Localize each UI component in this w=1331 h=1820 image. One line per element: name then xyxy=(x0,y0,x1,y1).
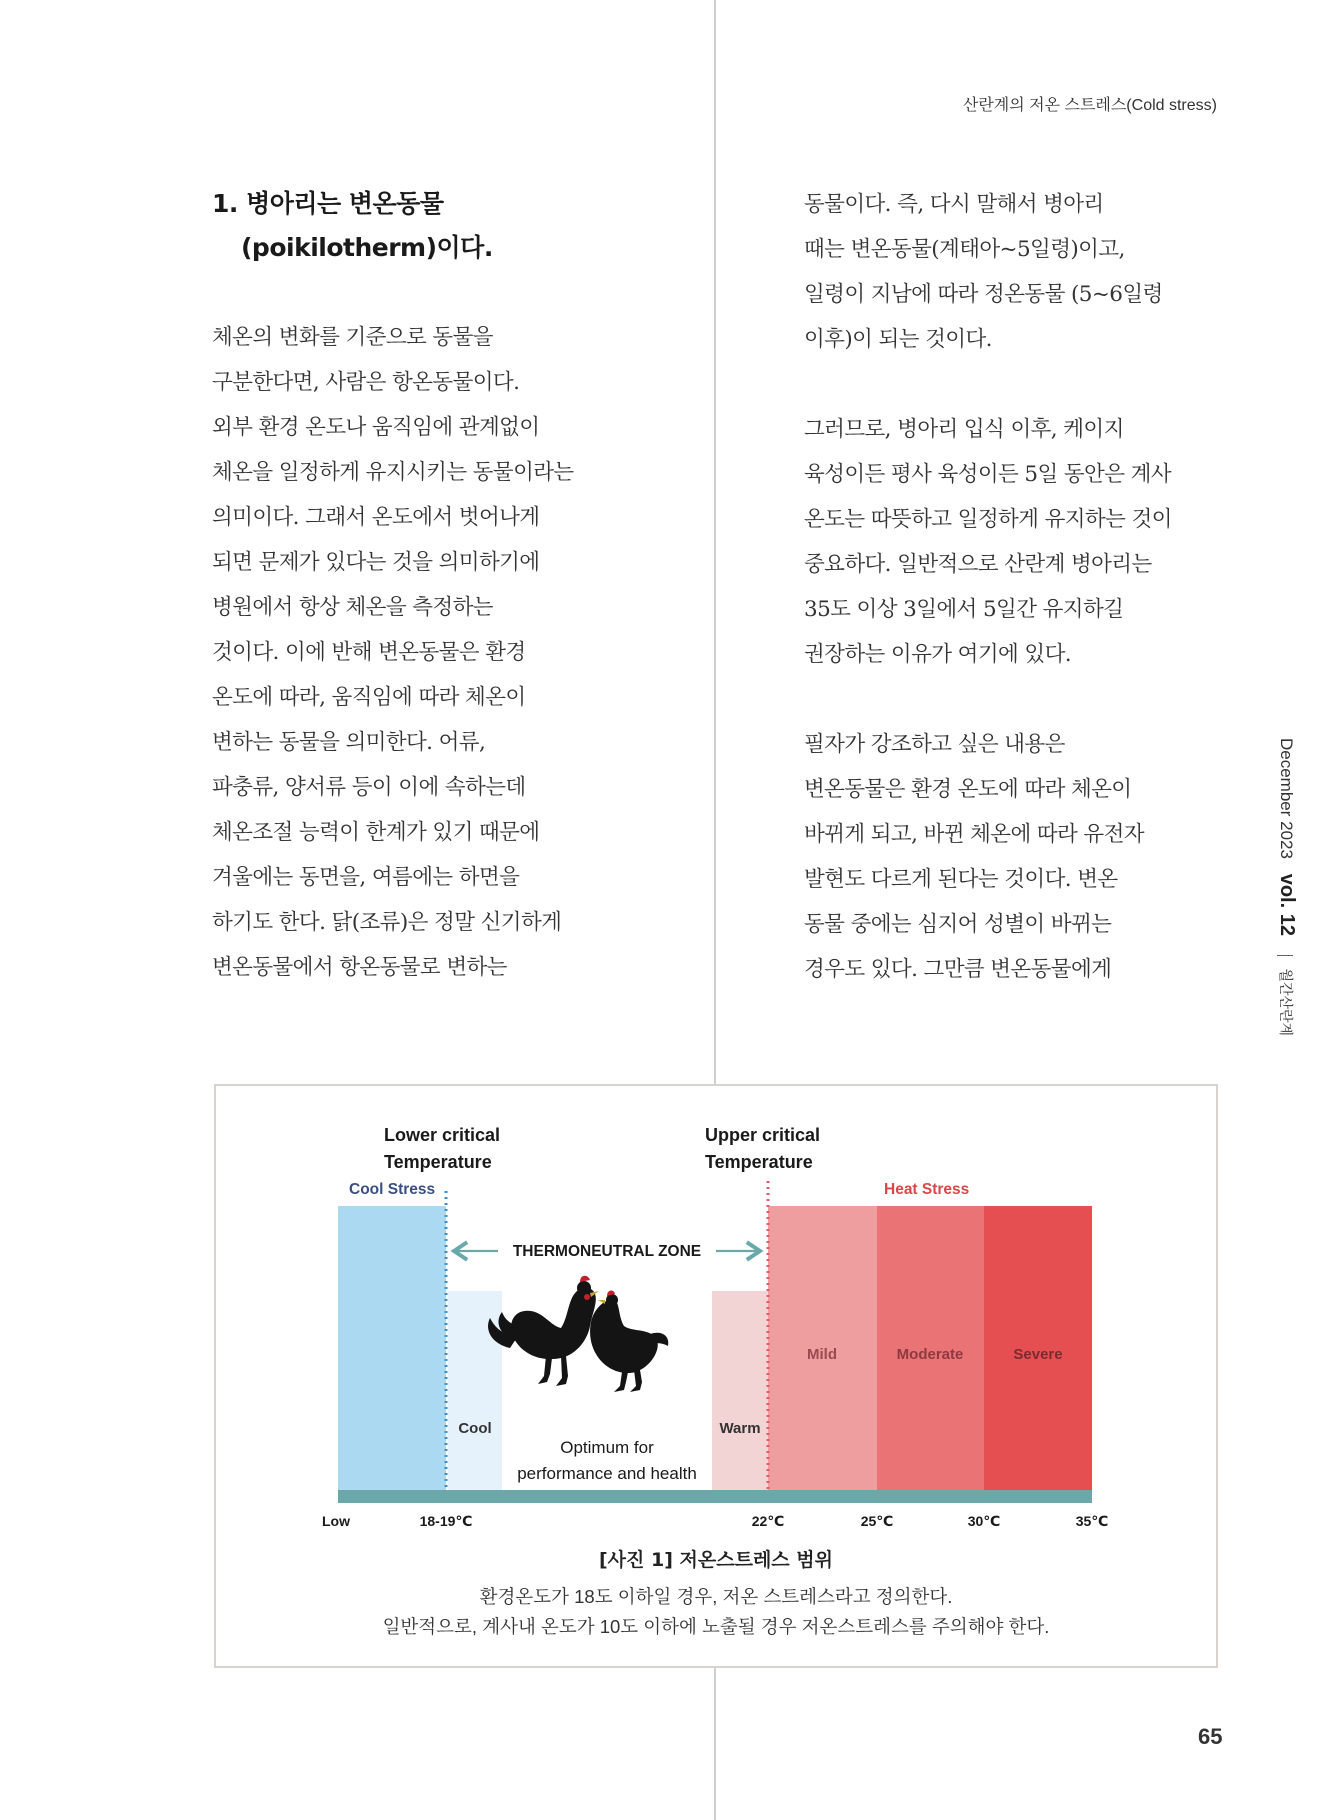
mild-label: Mild xyxy=(807,1346,837,1363)
text-line: 변하는 동물을 의미한다. 어류, xyxy=(212,730,486,755)
text-line: 외부 환경 온도나 움직임에 관계없이 xyxy=(212,415,540,440)
text-line: 필자가 강조하고 싶은 내용은 xyxy=(804,732,1065,757)
text-line: 병원에서 항상 체온을 측정하는 xyxy=(212,595,493,620)
body-paragraph xyxy=(212,315,652,990)
text-line: 파충류, 양서류 등이 이에 속하는데 xyxy=(212,775,526,800)
axis-tick-label: 25℃ xyxy=(860,1513,894,1529)
axis-tick-label: 35℃ xyxy=(1075,1513,1109,1529)
upper-critical-label: Temperature xyxy=(705,1152,813,1172)
text-line: 변온동물에서 항온동물로 변하는 xyxy=(212,955,507,980)
warm-label: Warm xyxy=(719,1420,761,1437)
issue-date: December 2023 xyxy=(1277,738,1296,859)
thermoneutral-zone-label: THERMONEUTRAL ZONE xyxy=(512,1243,702,1260)
text-line: 되면 문제가 있다는 것을 의미하기에 xyxy=(212,550,540,575)
upper-critical-label: Upper critical xyxy=(705,1125,821,1145)
lower-critical-label: Temperature xyxy=(384,1152,492,1172)
text-line: 체온을 일정하게 유지시키는 동물이라는 xyxy=(212,460,574,485)
moderate-label: Moderate xyxy=(896,1346,964,1363)
figure-caption xyxy=(216,1546,1216,1642)
text-line: 체온조절 능력이 한계가 있기 때문에 xyxy=(212,820,540,845)
text-line: 동물 중에는 심지어 성별이 바뀌는 xyxy=(804,912,1112,937)
issue-side-tab xyxy=(1272,738,1302,1037)
running-header: 산란계의 저온 스트레스(Cold stress) xyxy=(962,97,1217,114)
text-line: 그러므로, 병아리 입식 이후, 케이지 xyxy=(804,417,1124,442)
optimum-label: performance and health xyxy=(517,1464,697,1483)
text-line: 온도에 따라, 움직임에 따라 체온이 xyxy=(212,685,526,710)
text-line: 중요하다. 일반적으로 산란계 병아리는 xyxy=(804,552,1152,577)
magazine-name: 월간산란계 xyxy=(1278,968,1294,1037)
text-line: 온도는 따뜻하고 일정하게 유지하는 것이 xyxy=(804,507,1172,532)
text-line: 경우도 있다. 그만큼 변온동물에게 xyxy=(804,957,1112,982)
text-line: 육성이든 평사 육성이든 5일 동안은 계사 xyxy=(804,462,1171,487)
right-column xyxy=(804,182,1244,992)
text-line: 35도 이상 3일에서 5일간 유지하길 xyxy=(804,597,1124,622)
figure-thermoneutral-zone xyxy=(214,1084,1218,1668)
text-line: 하기도 한다. 닭(조류)은 정말 신기하게 xyxy=(212,910,562,935)
lower-critical-label: Lower critical xyxy=(384,1125,501,1145)
severe-label: Severe xyxy=(1013,1346,1063,1363)
text-line: 바뀌게 되고, 바뀐 체온에 따라 유전자 xyxy=(804,822,1144,847)
page-number: 65 xyxy=(1198,1724,1223,1749)
text-line: 이후)이 되는 것이다. xyxy=(804,327,992,352)
text-line: 권장하는 이유가 여기에 있다. xyxy=(804,642,1071,667)
text-line: 체온의 변화를 기준으로 동물을 xyxy=(212,325,493,350)
optimum-label: Optimum for xyxy=(560,1438,654,1457)
text-line: 일령이 지남에 따라 정온동물 (5~6일령 xyxy=(804,282,1163,307)
body-paragraph xyxy=(804,407,1244,677)
body-paragraph xyxy=(804,182,1244,362)
warm-zone xyxy=(712,1291,768,1491)
issue-volume: vol. 12 xyxy=(1276,873,1298,936)
text-line: 것이다. 이에 반해 변온동물은 환경 xyxy=(212,640,526,665)
hen-icon xyxy=(590,1290,668,1392)
text-line: 발현도 다르게 된다는 것이다. 변온 xyxy=(804,867,1118,892)
cool-stress-zone xyxy=(338,1206,446,1491)
axis-tick-label: 30℃ xyxy=(967,1513,1001,1529)
axis-tick-label: 22℃ xyxy=(751,1513,785,1529)
text-line: 겨울에는 동면을, 여름에는 하면을 xyxy=(212,865,520,890)
caption-line: 환경온도가 18도 이하일 경우, 저온 스트레스라고 정의한다. xyxy=(479,1586,953,1607)
body-paragraph xyxy=(804,722,1244,992)
temperature-baseline xyxy=(338,1490,1092,1503)
heat-stress-label: Heat Stress xyxy=(884,1181,970,1198)
section-heading xyxy=(212,182,652,270)
left-column xyxy=(212,182,652,990)
text-line: 의미이다. 그래서 온도에서 벗어나게 xyxy=(212,505,540,530)
heading-line-2: (poikilotherm)이다. xyxy=(241,233,493,262)
divider xyxy=(1277,955,1293,956)
text-line: 때는 변온동물(계태아~5일령)이고, xyxy=(804,237,1125,262)
cool-label: Cool xyxy=(458,1420,492,1437)
text-line: 동물이다. 즉, 다시 말해서 병아리 xyxy=(804,192,1104,217)
axis-tick-label: Low xyxy=(322,1513,350,1529)
rooster-icon xyxy=(488,1276,599,1386)
axis-tick-label: 18-19℃ xyxy=(419,1513,473,1529)
text-line: 변온동물은 환경 온도에 따라 체온이 xyxy=(804,777,1132,802)
cool-zone xyxy=(448,1291,502,1491)
text-line: 구분한다면, 사람은 항온동물이다. xyxy=(212,370,520,395)
thermoneutral-diagram xyxy=(216,1086,1216,1536)
caption-title: [사진 1] 저온스트레스 범위 xyxy=(599,1549,833,1571)
heading-line-1: 1. 병아리는 변온동물 xyxy=(212,189,444,218)
cool-stress-label: Cool Stress xyxy=(349,1181,436,1198)
caption-line: 일반적으로, 계사내 온도가 10도 이하에 노출될 경우 저온스트레스를 주의해야 한다. xyxy=(382,1616,1050,1637)
